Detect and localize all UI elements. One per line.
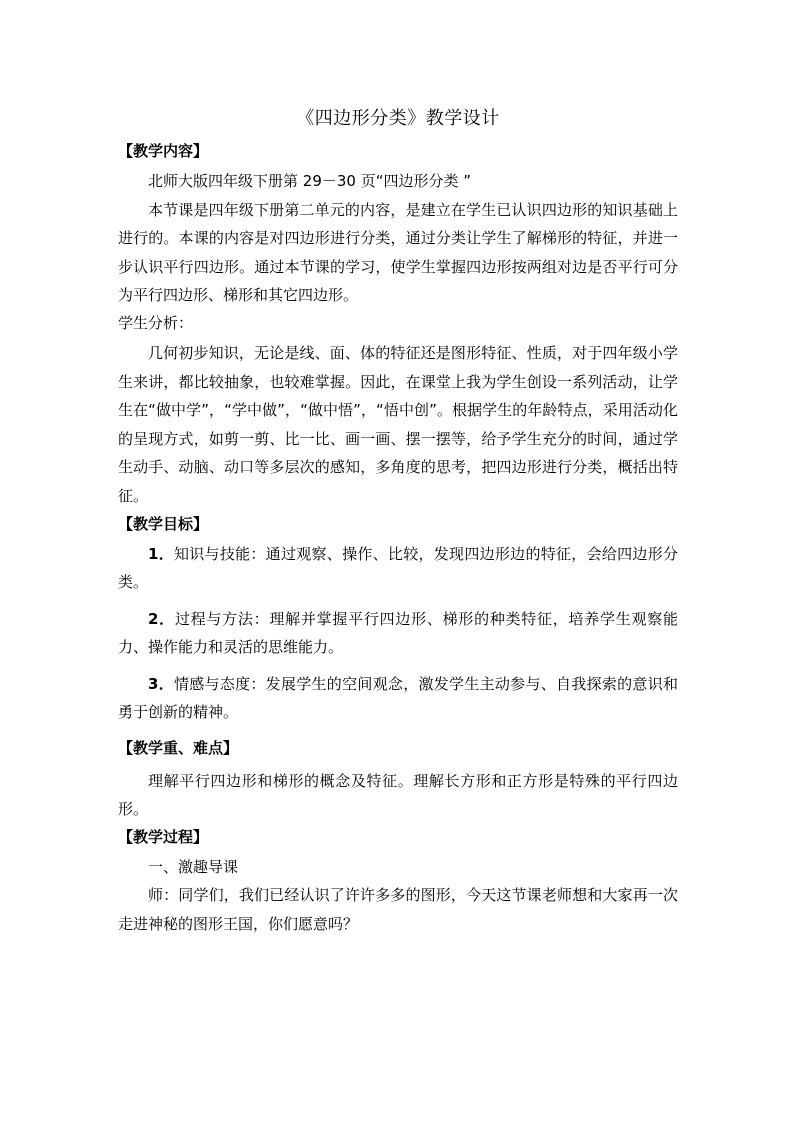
document-title: 《四边形分类》教学设计 [296,108,500,129]
section-heading-key-points: 【教学重、难点】 [118,738,239,757]
key-points-text: 理解平行四边形和梯形的概念及特征。理解长方形和正方形是特殊的平行四边形。 [118,771,678,819]
process-teacher-line: 师：同学们，我们已经认识了许许多多的图形，今天这节课老师想和大家再一次走进神秘的图形王国，你们愿意吗？ [118,886,678,933]
process-step-1: 一、激趣导课 [148,857,239,876]
goal-text: 知识与技能：通过观察、操作、比较，发现四边形边的特征，会给四边形分类。 [118,544,678,591]
document-body [118,104,678,939]
goal-number: 1． [148,544,174,563]
content-intro: 本节课是四年级下册第二单元的内容，是建立在学生已认识四边形的知识基础上进行的。本课的内容是对四边形进行分类，通过分类让学生了解梯形的特征，并进一步认识平行四边形。通过本节课的学习，使学生掌握四边形按两组对边是否平行可分为平行四边形、梯形和其它四边形。 [118,200,678,305]
goal-number: 3． [148,674,174,693]
goal-item [118,670,678,726]
section-heading-process: 【教学过程】 [118,827,209,846]
student-analysis-label: 学生分析： [118,313,194,332]
goal-text: 情感与态度：发展学生的空间观念，激发学生主动参与、自我探索的意识和勇于创新的精神。 [118,674,678,721]
content-source: 北师大版四年级下册第 29－30 页“四边形分类 ” [148,172,472,190]
section-heading-goals: 【教学目标】 [118,514,209,533]
goal-text: 过程与方法：理解并掌握平行四边形、梯形的种类特征，培养学生观察能力、操作能力和灵活的思维能力。 [118,609,679,656]
goal-item [118,540,678,596]
student-analysis-text: 几何初步知识，无论是线、面、体的特征还是图形特征、性质，对于四年级小学生来讲，都比较抽象，也较难掌握。因此，在课堂上我为学生创设一系列活动，让学生在“做中学”，“学中做”，“做中悟”，“悟中创”。根据学生的年龄特点，采用活动化的呈现方式，如剪一剪、比一比、画一画、摆一摆等，给予学生充分的时间，通过学生动手、动脑、动口等多层次的感知，多角度的思考，把四边形进行分类，概括出特征。 [118,343,678,505]
goal-number: 2． [148,609,175,628]
section-heading-content: 【教学内容】 [118,142,209,160]
goal-item [118,605,678,661]
